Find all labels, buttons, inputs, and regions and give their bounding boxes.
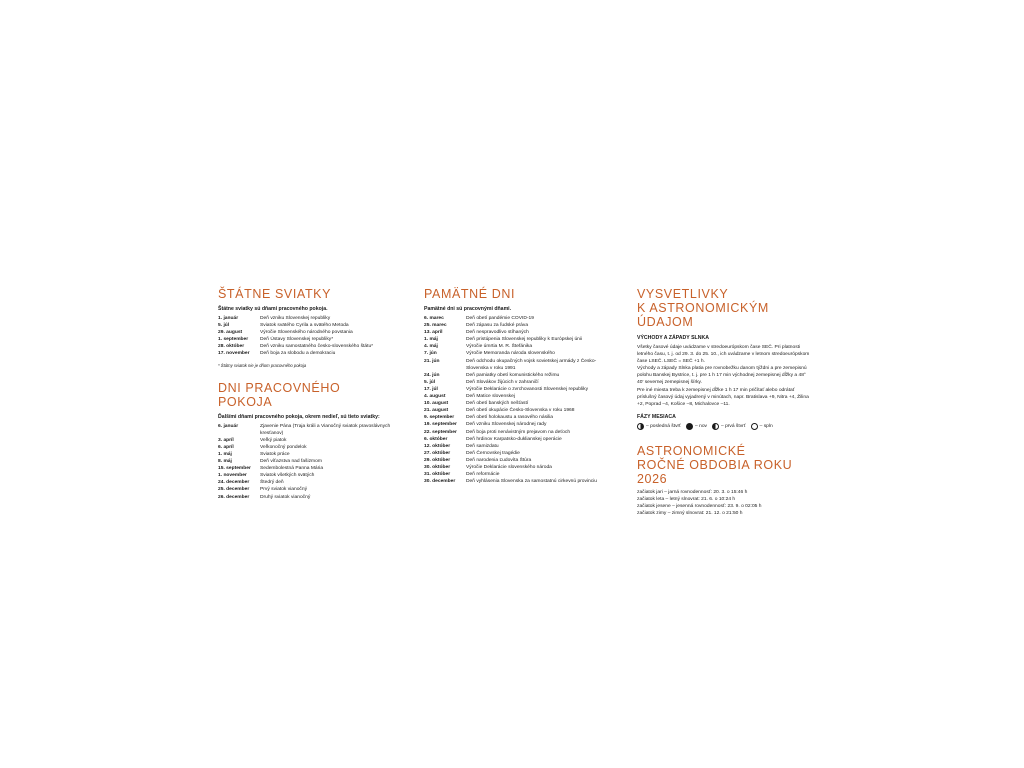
item-text: Deň vzniku samostatného česko-slovenského štátu*	[260, 344, 374, 350]
pamatne-dni-title: PAMÄTNÉ DNI	[424, 287, 516, 301]
list-item	[218, 336, 398, 343]
item-text: Sedembolestná Panna Mária	[260, 466, 324, 472]
sun-paragraph-2: Východy a západy Slnka platia pre rovnobežku danom týždni a pre zemepisnú polohu Banskej Bystrice, t. j. pre 1 h 17 min východnej zemepisnej dĺžky a 48° 40' severnej zemepisnej šírky.	[637, 366, 807, 386]
list-item	[218, 350, 398, 357]
item-date: 10. august	[424, 401, 449, 407]
list-item	[424, 429, 614, 436]
item-date: 26. december	[218, 494, 250, 500]
item-date: 29. október	[424, 457, 451, 463]
item-text: Deň Černovskej tragédie	[466, 450, 520, 456]
item-date: 9. september	[424, 415, 455, 421]
item-text: Deň odchodu okupačných vojsk sovietskej armády z Česko-Slovenska v roku 1991	[466, 358, 597, 371]
item-date: 25. december	[218, 487, 250, 493]
list-item	[424, 464, 614, 471]
statne-sviatky-title: ŠTÁTNE SVIATKY	[218, 287, 332, 301]
list-item	[218, 423, 398, 437]
list-item	[424, 343, 614, 350]
list-item	[218, 343, 398, 350]
item-date: 17. november	[218, 351, 250, 357]
item-text: Výročie Slovenského národného povstania	[260, 330, 353, 336]
new-moon-icon	[751, 423, 758, 430]
item-text: Deň narodenia Ľudovíta Štúra	[466, 457, 532, 463]
sun-paragraph-3: Pre iné miesta treba k zemepisnej dĺžke 1 h 17 min pričítať alebo odrátať príslušný časový údaj vyjadrený v minútach, napr. Bratislava +9, Nitra +4, Žilina +2, Poprad –4, Košice –8, Michalovce –11.	[637, 387, 809, 407]
item-text: Deň vyhlásenia Slovenska za samostatnú cirkevnú provinciu	[466, 479, 598, 485]
moon-heading: FÁZY MESIACA	[637, 413, 676, 420]
vysvetlivky-title-line1: VYSVETLIVKY	[637, 287, 729, 301]
item-text: Výročie Memoranda národa slovenského	[466, 351, 555, 357]
list-item	[424, 336, 614, 343]
sun-paragraph-1: Všetky časové údaje uvádzame v stredoeurópskom čase SEČ. Pri platnosti letného času, t. j. od 29. 3. do 25. 10., ich uvádzame v letnom stredoeurópskom čase LSEČ. LSEČ = SEČ +1 h.	[637, 345, 810, 365]
list-item	[424, 322, 614, 329]
item-text: Deň Matice slovenskej	[466, 394, 515, 400]
obdobia-row: začiatok leta – letný slnovrat: 21. 6. o 10:24 h	[637, 496, 736, 502]
list-item	[424, 478, 614, 485]
obdobia-list	[637, 489, 812, 517]
item-date: 1. máj	[218, 451, 232, 457]
item-text: Sviatok všetkých svätých	[260, 473, 315, 479]
item-date: 1. november	[218, 473, 247, 479]
list-item	[218, 315, 398, 322]
full-moon-icon	[686, 423, 693, 430]
list-item	[218, 329, 398, 336]
list-item	[424, 471, 614, 478]
item-date: 30. október	[424, 464, 451, 470]
item-text: Deň obetí banských nešťastí	[466, 401, 529, 407]
item-date: 5. júl	[424, 379, 436, 385]
list-item	[424, 372, 614, 379]
pamatne-dni-subtitle: Pamätné dni sú pracovnými dňami.	[424, 306, 512, 312]
item-date: 28. október	[218, 344, 245, 350]
item-text: Deň Slovákov žijúcich v zahraničí	[466, 379, 539, 385]
list-item	[424, 443, 614, 450]
list-item	[218, 479, 398, 486]
list-item	[424, 407, 614, 414]
item-date: 22. september	[424, 429, 457, 435]
moon-label: – prvá štvrť	[720, 423, 746, 429]
list-item	[424, 457, 614, 464]
statne-sviatky-subtitle: Štátne sviatky sú dňami pracovného pokoja.	[218, 306, 328, 312]
item-text: Sviatok práce	[260, 451, 290, 457]
column-left	[218, 287, 398, 501]
moon-first-quarter	[712, 423, 746, 430]
item-date: 24. jún	[424, 372, 440, 378]
list-item	[218, 444, 398, 451]
item-text: Výročie úmrtia M. R. Štefánika	[466, 344, 533, 350]
item-date: 6. október	[424, 436, 448, 442]
item-text: Deň obetí holokaustu a rasového násilia	[466, 415, 554, 421]
item-text: Deň hrdinov Karpatsko-duklianskej operácie	[466, 436, 562, 442]
item-text: Veľkonočný pondelok	[260, 444, 307, 450]
list-item	[218, 451, 398, 458]
item-date: 19. september	[424, 422, 457, 428]
list-item	[424, 358, 614, 372]
item-date: 30. december	[424, 479, 456, 485]
item-date: 31. október	[424, 472, 451, 478]
item-text: Deň víťazstva nad fašizmom	[260, 459, 322, 465]
statne-sviatky-list	[218, 315, 398, 358]
list-item	[424, 329, 614, 336]
list-item	[424, 400, 614, 407]
list-item	[218, 494, 398, 501]
moon-new	[686, 423, 707, 430]
item-text: Prvý sviatok vianočný	[260, 487, 308, 493]
list-item	[218, 458, 398, 465]
dni-pokoja-title: DNI PRACOVNÉHO POKOJA	[218, 380, 341, 409]
list-item	[424, 436, 614, 443]
column-right	[637, 287, 812, 517]
item-date: 27. október	[424, 450, 451, 456]
obdobia-title-line2: ROČNÉ OBDOBIA ROKU 2026	[637, 457, 793, 486]
item-date: 25. marec	[424, 323, 447, 329]
item-text: Deň samizdatu	[466, 443, 499, 449]
statne-sviatky-note: * Štátny sviatok nie je dňom pracovného pokoja	[218, 362, 307, 368]
item-text: Deň vzniku Slovenskej národnej rady	[466, 422, 547, 428]
item-text: Deň Ústavy Slovenskej republiky*	[260, 337, 334, 343]
item-text: Sviatok svätého Cyrila a svätého Metoda	[260, 323, 349, 329]
item-date: 8. máj	[218, 459, 232, 465]
last-quarter-icon	[637, 423, 644, 430]
moon-full	[751, 423, 773, 430]
item-date: 1. január	[218, 316, 239, 321]
item-text: Veľký piatok	[260, 437, 287, 443]
item-text: Deň obetí okupácie Česko-Slovenska v roku 1968	[466, 408, 575, 414]
vysvetlivky-title-line2: K ASTRONOMICKÝM ÚDAJOM	[637, 301, 769, 329]
item-date: 21. august	[424, 408, 449, 414]
list-item	[424, 450, 614, 457]
obdobia-row: začiatok jari – jarná rovnodennosť: 20. 3. o 15:46 h	[637, 489, 748, 495]
item-date: 12. október	[424, 443, 451, 449]
moon-phases	[637, 423, 812, 430]
item-text: Deň reformácie	[466, 472, 500, 478]
list-item	[218, 322, 398, 329]
item-text: Deň boja proti nenávistným prejavom na deťoch	[466, 429, 571, 435]
list-item	[218, 472, 398, 479]
item-text: Deň nespravodlivo stíhaných	[466, 330, 529, 336]
item-text: Deň vzniku Slovenskej republiky	[260, 316, 331, 321]
list-item	[424, 414, 614, 421]
item-date: 1. máj	[424, 337, 438, 343]
item-date: 24. december	[218, 480, 250, 486]
pamatne-dni-list	[424, 315, 614, 485]
list-item	[424, 421, 614, 428]
item-date: 1. september	[218, 337, 249, 343]
item-date: 4. máj	[424, 344, 438, 350]
dni-pokoja-list	[218, 423, 398, 501]
item-text: Štedrý deň	[260, 480, 284, 486]
item-text: Zjavenie Pána (Traja králi a Vianočný sviatok pravoslávnych kresťanov)	[260, 423, 391, 436]
list-item	[424, 315, 614, 322]
list-item	[424, 393, 614, 400]
moon-label: – spln	[759, 423, 773, 429]
item-date: 7. jún	[424, 351, 437, 357]
column-middle	[424, 287, 614, 485]
item-text: Deň boja za slobodu a demokraciu	[260, 351, 336, 357]
item-text: Druhý sviatok vianočný	[260, 494, 311, 500]
item-date: 4. august	[424, 394, 446, 400]
item-date: 3. apríl	[218, 437, 234, 443]
item-date: 13. apríl	[424, 330, 443, 336]
item-text: Výročie Deklarácie slovenského národa	[466, 464, 552, 470]
obdobia-row: začiatok jesene – jesenná rovnodennosť: 23. 9. o 02:05 h	[637, 504, 762, 510]
obdobia-title-line1: ASTRONOMICKÉ	[637, 443, 746, 458]
item-date: 6. marec	[424, 316, 444, 321]
item-date: 29. august	[218, 330, 243, 336]
obdobia-row: začiatok zimy – zimný slnovrat: 21. 12. o 21:50 h	[637, 511, 743, 517]
dni-pokoja-subtitle: Ďalšími dňami pracovného pokoja, okrem nedieľ, sú tieto sviatky:	[218, 413, 380, 420]
list-item	[424, 379, 614, 386]
item-text: Deň pristúpenia Slovenskej republiky k Európskej únii	[466, 337, 583, 343]
item-date: 21. jún	[424, 358, 440, 364]
list-item	[424, 350, 614, 357]
first-quarter-icon	[712, 423, 719, 430]
item-text: Deň obetí pandémie COVID-19	[466, 316, 534, 321]
item-date: 17. júl	[424, 386, 438, 392]
item-text: Deň pamiatky obetí komunistického režimu	[466, 372, 560, 378]
item-text: Výročie Deklarácie o zvrchovanosti Slovenskej republiky	[466, 386, 589, 392]
moon-label: – posledná štvrť	[646, 423, 682, 429]
moon-last-quarter	[637, 423, 681, 430]
list-item	[218, 465, 398, 472]
item-date: 15. september	[218, 466, 251, 472]
list-item	[218, 437, 398, 444]
list-item	[424, 386, 614, 393]
list-item	[218, 486, 398, 493]
item-date: 6. január	[218, 423, 239, 429]
item-date: 6. apríl	[218, 444, 234, 450]
item-date: 5. júl	[218, 323, 230, 329]
item-text: Deň zápasu za ľudské práva	[466, 323, 529, 329]
sun-heading: VÝCHODY A ZÁPADY SLNKA	[637, 335, 709, 341]
moon-label: – nov	[695, 423, 707, 429]
